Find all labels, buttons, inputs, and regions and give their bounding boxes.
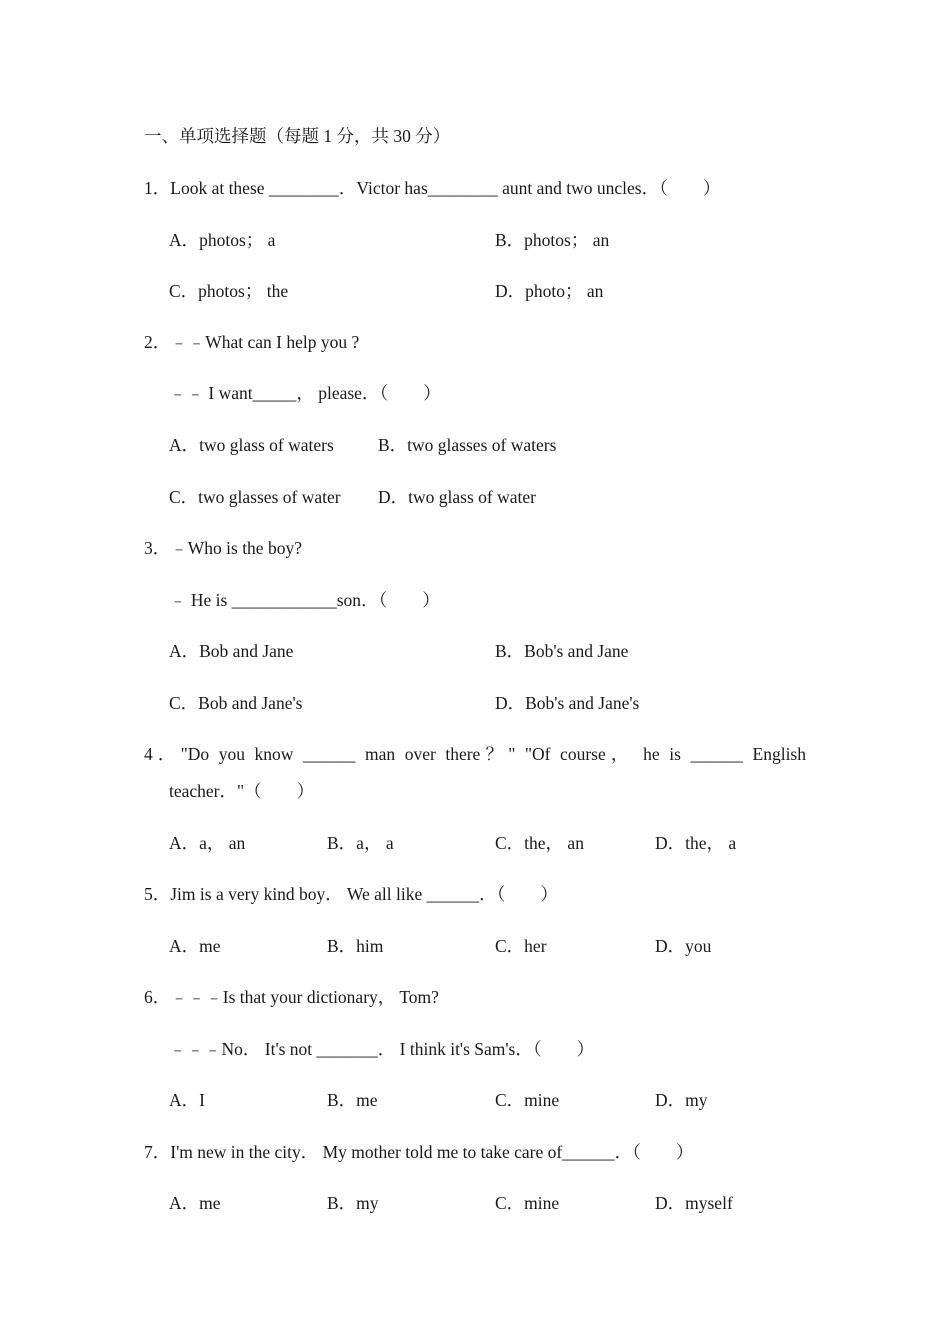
option-7b: B．my: [327, 1193, 379, 1213]
option-7d: D．myself: [655, 1193, 733, 1213]
section-title: 一、单项选择题（每题 1 分，共 30 分）: [144, 126, 451, 146]
question-4-line-2: teacher．"（ ）: [169, 781, 315, 801]
question-3: 3．﹣Who is the boy?: [144, 538, 302, 558]
option-2d: D．two glass of water: [378, 487, 536, 507]
question-6-line-2: ﹣﹣﹣No． It's not _______． I think it's Sam's．（ ）: [169, 1039, 595, 1059]
option-2c: C．two glasses of water: [169, 487, 341, 507]
option-1d: D．photo； an: [495, 281, 604, 301]
option-5d: D．you: [655, 936, 712, 956]
option-3b: B．Bob's and Jane: [495, 641, 629, 661]
question-4: 4．"Do you know ______ man over there？" "Of course， he is ______ English: [144, 744, 806, 764]
option-6c: C．mine: [495, 1090, 560, 1110]
option-4a: A．a， an: [169, 833, 246, 853]
option-4d: D．the， a: [655, 833, 737, 853]
option-5c: C．her: [495, 936, 547, 956]
option-4c: C．the， an: [495, 833, 584, 853]
option-3a: A．Bob and Jane: [169, 641, 294, 661]
question-1: 1．Look at these ________．Victor has________ aunt and two uncles．（ ）: [144, 178, 721, 198]
question-3-line-2: ﹣ He is ____________son．（ ）: [169, 590, 440, 610]
option-4b: B．a， a: [327, 833, 394, 853]
option-1c: C．photos； the: [169, 281, 289, 301]
option-1b: B．photos； an: [495, 230, 610, 250]
option-2b: B．two glasses of waters: [378, 435, 557, 455]
question-2: 2．﹣﹣What can I help you ?: [144, 332, 360, 352]
option-6b: B．me: [327, 1090, 378, 1110]
question-7: 7．I'm new in the city． My mother told me to take care of______．（ ）: [144, 1142, 694, 1162]
question-6: 6．﹣﹣﹣Is that your dictionary， Tom?: [144, 987, 439, 1007]
question-5: 5．Jim is a very kind boy． We all like ______．（ ）: [144, 884, 558, 904]
option-6a: A．I: [169, 1090, 205, 1110]
option-6d: D．my: [655, 1090, 708, 1110]
option-5a: A．me: [169, 936, 221, 956]
question-2-line-2: ﹣﹣ I want_____， please．（ ）: [169, 383, 441, 403]
option-1a: A．photos； a: [169, 230, 276, 250]
option-7a: A．me: [169, 1193, 221, 1213]
option-7c: C．mine: [495, 1193, 560, 1213]
option-3c: C．Bob and Jane's: [169, 693, 303, 713]
option-5b: B．him: [327, 936, 384, 956]
option-3d: D．Bob's and Jane's: [495, 693, 640, 713]
option-2a: A．two glass of waters: [169, 435, 334, 455]
